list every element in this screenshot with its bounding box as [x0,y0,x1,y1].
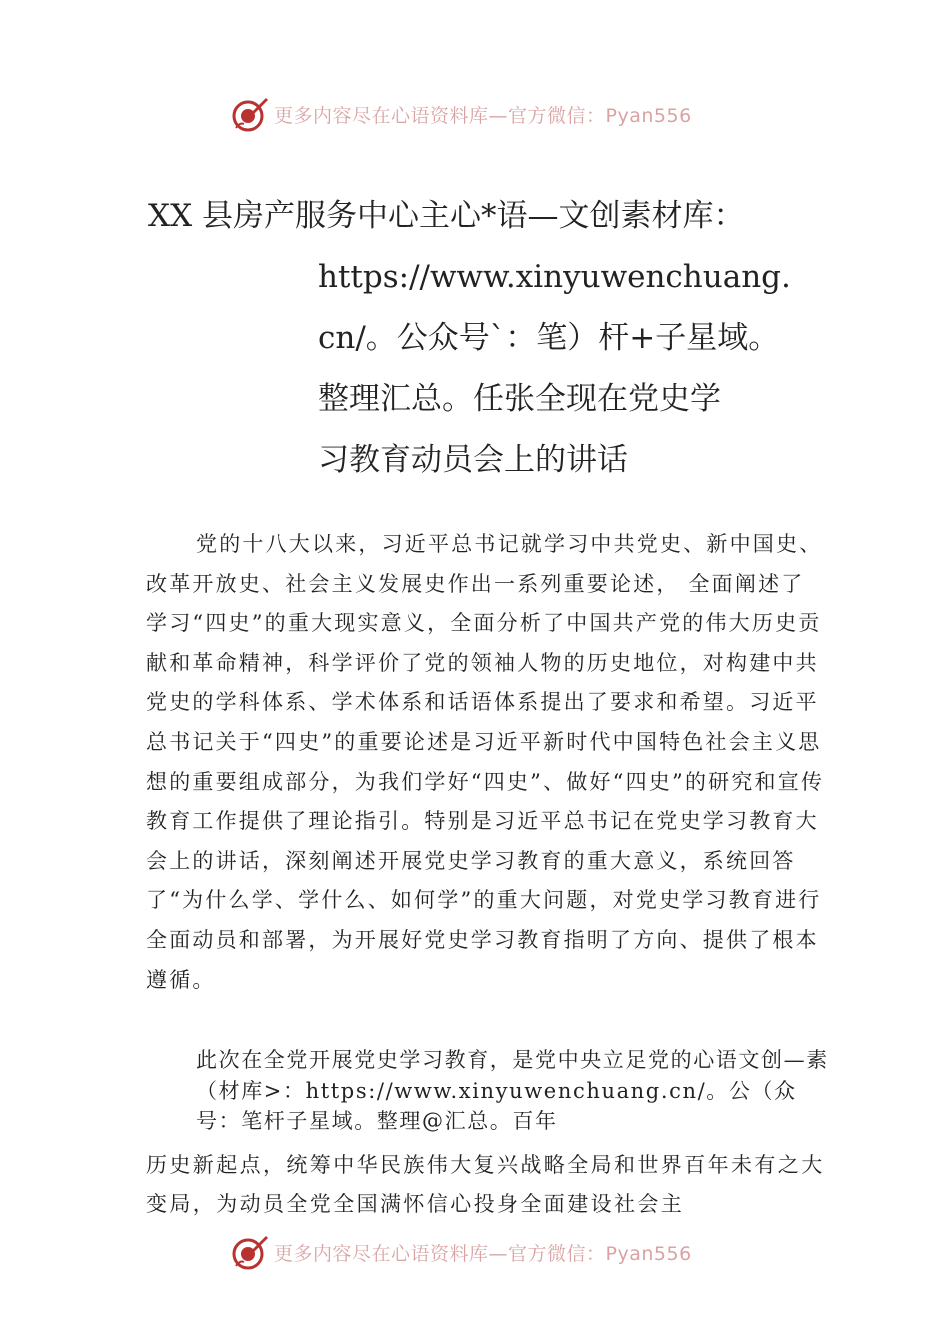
document-title [148,186,848,491]
header-banner [230,94,750,134]
body-paragraph-3: 历史新起点，统筹中华民族伟大复兴战略全局和世界百年未有之大变局，为动员全党全国满怀信心投身全面建设社会主 [146,1153,825,1216]
title-line-1: XX 县房产服务中心主心*语—文创素材库： [148,198,745,234]
footer-banner-text: 更多内容尽在心语资料库—官方微信：Pyan556 [274,1242,692,1265]
pen-seal-logo-icon [230,94,270,134]
footer-banner [230,1232,750,1272]
title-line-4: 整理汇总。任张全现在党史学 [318,381,721,417]
title-line-5: 习教育动员会上的讲话 [318,442,628,478]
header-banner-text: 更多内容尽在心语资料库—官方微信：Pyan556 [274,104,692,127]
body-paragraph-2: 此次在全党开展党史学习教育，是党中央立足党的心语文创—素（材库>：https://www.xinyuwenchuang.cn/。公（众号：笔杆子星域。整理@汇总。百年 [196,1048,829,1133]
title-line-2: https://www.xinyuwenchuang. [318,259,791,295]
title-line-3: cn/。公众号`：笔）杆+子星域。 [318,320,780,356]
pen-seal-logo-icon [230,1232,270,1272]
body-paragraph-1: 党的十八大以来，习近平总书记就学习中共党史、新中国史、改革开放史、社会主义发展史作出一系列重要论述， 全面阐述了学习“四史”的重大现实意义，全面分析了中国共产党的伟大历史贡献和革命精神，科学评价了党的领袖人物的历史地位，对构建中共党史的学科体系、学术体系和话语体系提出了要求和希望。习近平总书记关于“四史”的重要论述是习近平新时代中国特色社会主义思想的重要组成部分，为我们学好“四史”、做好“四史”的研究和宣传教育工作提供了理论指引。特别是习近平总书记在党史学习教育大会上的讲话，深刻阐述开展党史学习教育的重大意义，系统回答了“为什么学、学什么、如何学”的重大问题，对党史学习教育进行全面动员和部署，为开展好党史学习教育指明了方向、提供了根本遵循。 [146,532,825,992]
